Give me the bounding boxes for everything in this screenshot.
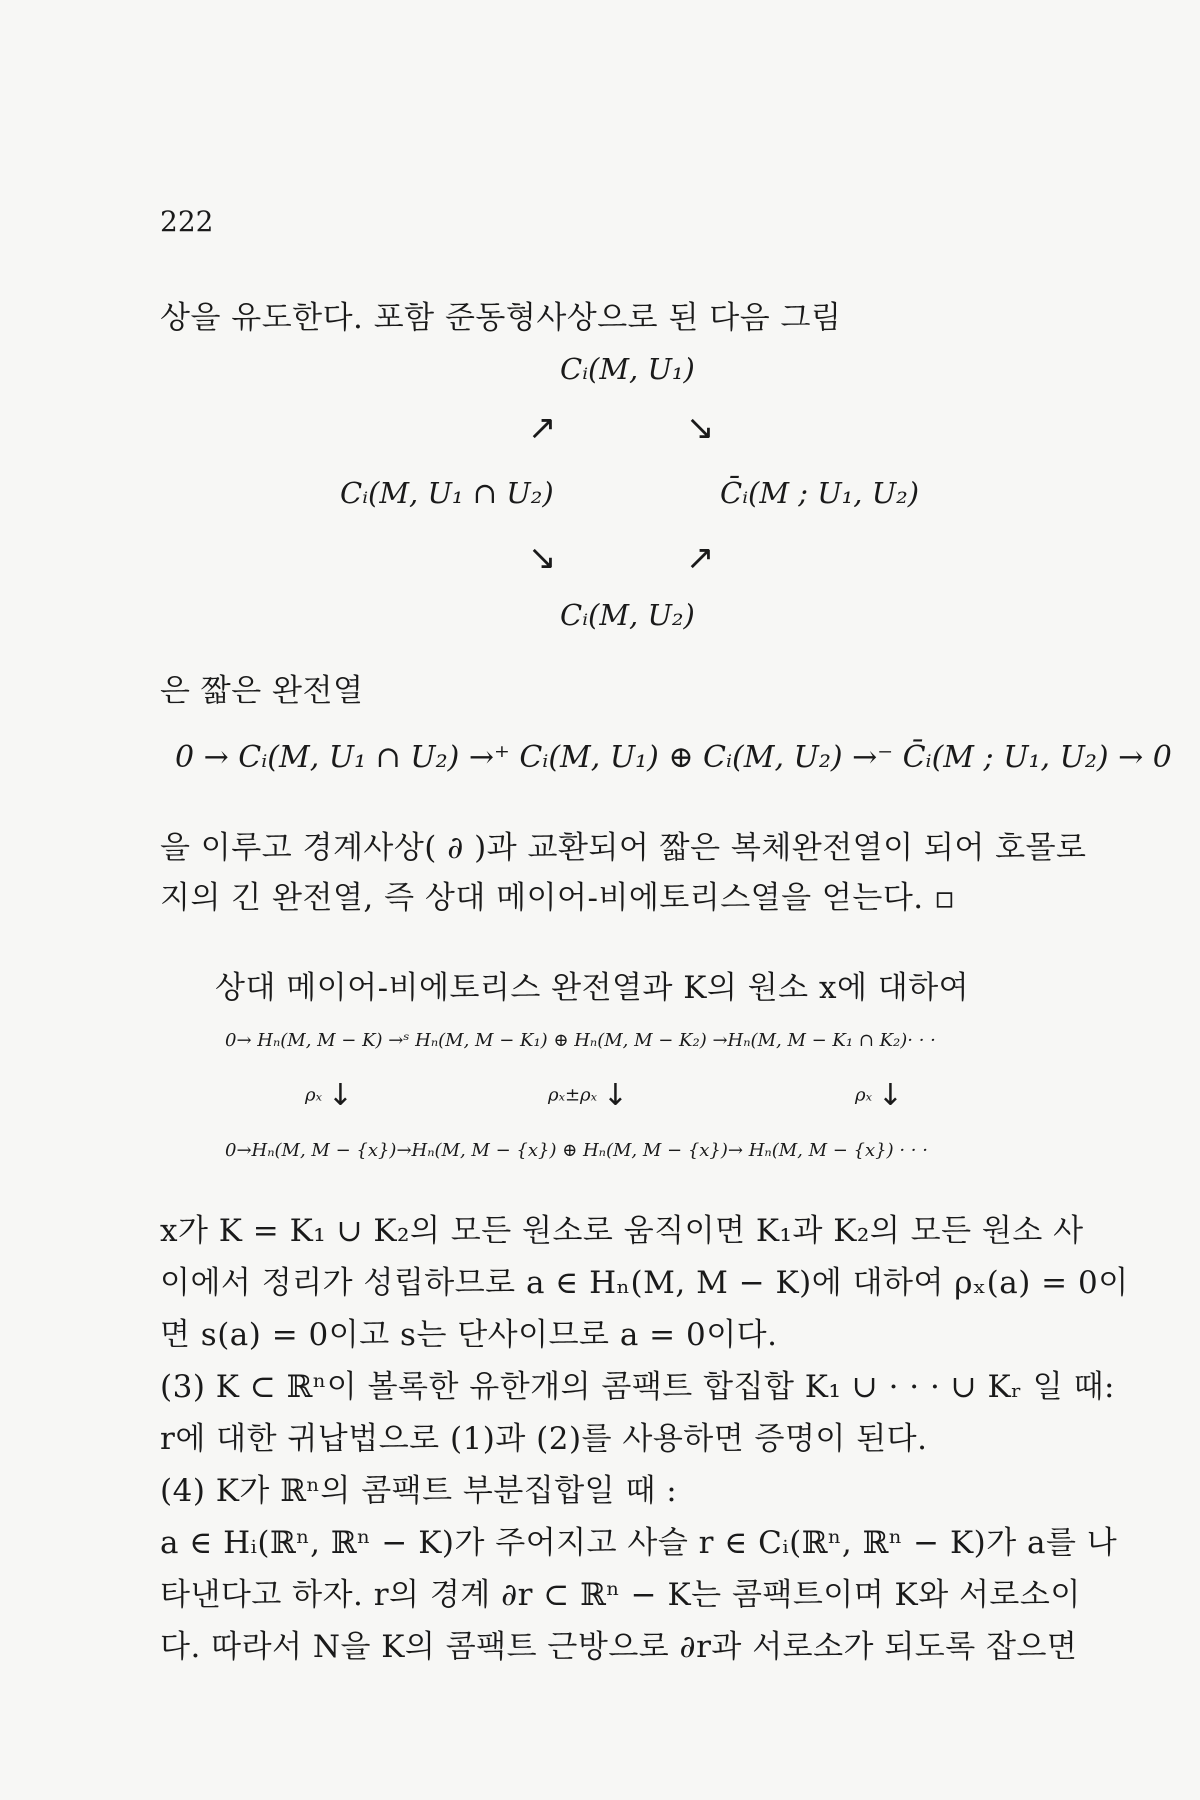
paragraph-1-line-1: 을 이루고 경계사상( ∂ )과 교환되어 짧은 복체완전열이 되어 호몰로 — [160, 830, 1087, 866]
ladder-map-1 — [305, 1078, 353, 1113]
exact-sequence: 0 → Cᵢ(M, U₁ ∩ U₂) →⁺ Cᵢ(M, U₁) ⊕ Cᵢ(M, U₂) →⁻ C̄ᵢ(M ; U₁, U₂) → 0 — [175, 740, 1172, 775]
paragraph-2-line-4: (3) K ⊂ ℝⁿ이 볼록한 유한개의 콤팩트 합집합 K₁ ∪ · · · ∪ Kᵣ 일 때: — [160, 1369, 1115, 1405]
down-arrow-icon: ↓ — [877, 1078, 903, 1113]
paragraph-2-line-3: 면 s(a) = 0이고 s는 단사이므로 a = 0이다. — [160, 1317, 778, 1353]
arrow-se-lower-icon: ↘ — [528, 538, 557, 578]
paragraph-2-line-9: 다. 따라서 N을 K의 콤팩트 근방으로 ∂r과 서로소가 되도록 잡으면 — [160, 1629, 1078, 1665]
paragraph-2-line-5: r에 대한 귀납법으로 (1)과 (2)를 사용하면 증명이 된다. — [160, 1421, 928, 1457]
paragraph-1-line-2: 지의 긴 완전열, 즉 상대 메이어-비에토리스열을 얻는다. ▫ — [160, 880, 956, 916]
diagram-node-bottom: Cᵢ(M, U₂) — [560, 598, 695, 632]
rho-label-1: ρₓ — [305, 1084, 322, 1106]
diagram-node-top: Cᵢ(M, U₁) — [560, 352, 695, 386]
down-arrow-icon: ↓ — [327, 1078, 353, 1113]
arrow-se-icon: ↘ — [686, 408, 715, 448]
rho-label-3: ρₓ — [855, 1084, 872, 1106]
ladder-map-2 — [548, 1078, 628, 1113]
paragraph-2-line-1: x가 K = K₁ ∪ K₂의 모든 원소로 움직이면 K₁과 K₂의 모든 원소 사 — [160, 1213, 1084, 1249]
indent-line: 상대 메이어-비에토리스 완전열과 K의 원소 x에 대하여 — [215, 970, 970, 1006]
paragraph-2-line-8: 타낸다고 하자. r의 경계 ∂r ⊂ ℝⁿ − K는 콤팩트이며 K와 서로소이 — [160, 1577, 1081, 1613]
ladder-top-row: 0→ Hₙ(M, M − K) →ˢ Hₙ(M, M − K₁) ⊕ Hₙ(M, M − K₂) →Hₙ(M, M − K₁ ∩ K₂)· · · — [225, 1030, 936, 1051]
page-number: 222 — [160, 205, 214, 238]
arrow-ne-lower-icon: ↗ — [686, 538, 715, 578]
rho-label-2: ρₓ±ρₓ — [548, 1084, 598, 1106]
intro-line: 상을 유도한다. 포함 준동형사상으로 된 다음 그림 — [160, 300, 842, 336]
paragraph-2-line-6: (4) K가 ℝⁿ의 콤팩트 부분집합일 때 : — [160, 1473, 678, 1509]
short-exact-label: 은 짧은 완전열 — [160, 673, 364, 709]
paragraph-2-line-7: a ∈ Hᵢ(ℝⁿ, ℝⁿ − K)가 주어지고 사슬 r ∈ Cᵢ(ℝⁿ, ℝⁿ − K)가 a를 나 — [160, 1525, 1118, 1561]
diagram-node-left: Cᵢ(M, U₁ ∩ U₂) — [340, 476, 554, 510]
paragraph-2-line-2: 이에서 정리가 성립하므로 a ∈ Hₙ(M, M − K)에 대하여 ρₓ(a) = 0이 — [160, 1265, 1129, 1301]
arrow-ne-icon: ↗ — [528, 408, 557, 448]
ladder-bottom-row: 0→Hₙ(M, M − {x})→Hₙ(M, M − {x}) ⊕ Hₙ(M, M − {x})→ Hₙ(M, M − {x}) · · · — [225, 1140, 928, 1161]
down-arrow-icon: ↓ — [602, 1078, 628, 1113]
ladder-map-3 — [855, 1078, 903, 1113]
diagram-node-right: C̄ᵢ(M ; U₁, U₂) — [720, 476, 920, 510]
